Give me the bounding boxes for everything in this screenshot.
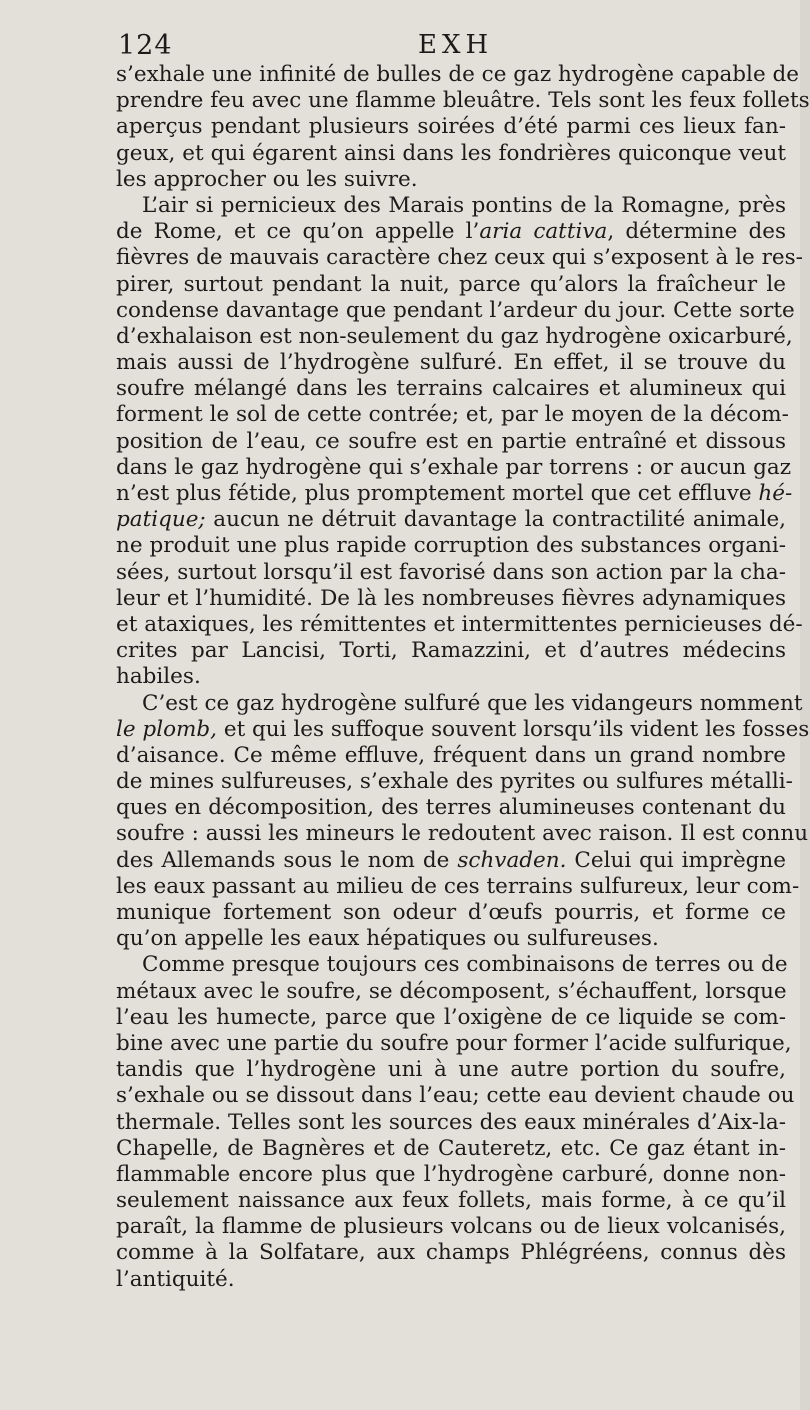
text-line: d’exhalaison est non-seulement du gaz hydrogène oxicarburé, — [116, 323, 793, 349]
text-line: leur et l’humidité. De là les nombreuses fièvres adynamiques — [116, 585, 786, 611]
page-number: 124 — [118, 30, 173, 61]
text-line: patique; aucun ne détruit davantage la contractilité animale, — [116, 507, 786, 533]
text-line: condense davantage que pendant l’ardeur du jour. Cette sorte — [116, 297, 795, 323]
text-line: geux, et qui égarent ainsi dans les fondrières quiconque veut — [116, 140, 786, 166]
text-line: thermale. Telles sont les sources des eaux minérales d’Aix-la- — [116, 1109, 786, 1135]
text-line: des Allemands sous le nom de schvaden. Celui qui imprègne — [116, 847, 786, 873]
running-head — [118, 30, 786, 64]
text-line: seulement naissance aux feux follets, mais forme, à ce qu’il — [116, 1188, 786, 1214]
text-line: les eaux passant au milieu de ces terrains sulfureux, leur com- — [116, 873, 800, 899]
paragraph-3 — [116, 690, 810, 953]
text-line: C’est ce gaz hydrogène sulfuré que les vidangeurs nomment — [142, 690, 803, 716]
text-line: crites par Lancisi, Torti, Ramazzini, et d’autres médecins — [116, 638, 786, 664]
text-line: de Rome, et ce qu’on appelle l’aria cattiva, détermine des — [116, 219, 787, 245]
text-line: d’aisance. Ce même effluve, fréquent dans un grand nombre — [116, 742, 786, 768]
text-line: ques en décomposition, des terres alumineuses contenant du — [116, 795, 786, 821]
text-line: s’exhale une infinité de bulles de ce gaz hydrogène capable de — [116, 62, 799, 87]
paragraph-2 — [116, 192, 803, 691]
text-line: n’est plus fétide, plus promptement mortel que cet effluve hé- — [116, 481, 793, 506]
text-line: dans le gaz hydrogène qui s’exhale par torrens : or aucun gaz — [116, 454, 792, 480]
text-line: position de l’eau, ce soufre est en partie entraîné et dissous — [116, 428, 786, 454]
text-line: l’eau les humecte, parce que l’oxigène de ce liquide se com- — [116, 1004, 786, 1030]
text-line: métaux avec le soufre, se décomposent, s’échauffent, lorsque — [116, 978, 787, 1004]
text-line: L’air si pernicieux des Marais pontins de la Romagne, près — [142, 192, 786, 218]
text-line: le plomb, et qui les suffoque souvent lorsqu’ils vident les fosses — [116, 716, 810, 742]
text-line: munique fortement son odeur d’œufs pourris, et forme ce — [116, 900, 786, 925]
text-line: fièvres de mauvais caractère chez ceux qui s’exposent à le res- — [116, 245, 803, 271]
text-line: mais aussi de l’hydrogène sulfuré. En effet, il se trouve du — [116, 350, 786, 376]
text-line: pirer, surtout pendant la nuit, parce qu’alors la fraîcheur le — [116, 271, 786, 297]
text-line: forment le sol de cette contrée; et, par le moyen de la décom- — [116, 402, 789, 428]
text-line: s’exhale ou se dissout dans l’eau; cette eau devient chaude ou — [116, 1083, 795, 1109]
text-line: et ataxiques, les rémittentes et intermittentes pernicieuses dé- — [116, 611, 803, 637]
text-line: flammable encore plus que l’hydrogène carburé, donne non- — [116, 1161, 786, 1187]
text-line: qu’on appelle les eaux hépatiques ou sulfureuses. — [116, 926, 659, 952]
text-line: habiles. — [116, 664, 201, 690]
paragraph-4 — [116, 952, 795, 1292]
text-line: paraît, la flamme de plusieurs volcans ou de lieux volcanisés, — [116, 1214, 786, 1240]
text-line: sées, surtout lorsqu’il est favorisé dans son action par la cha- — [116, 559, 786, 585]
paragraph-1 — [116, 62, 810, 193]
body-text — [116, 62, 810, 1293]
text-line: Comme presque toujours ces combinaisons de terres ou de — [142, 952, 788, 978]
text-line: tandis que l’hydrogène uni à une autre portion du soufre, — [116, 1057, 786, 1083]
text-line: prendre feu avec une flamme bleuâtre. Tels sont les feux follets — [116, 88, 810, 114]
header-title: EXH — [418, 30, 494, 60]
text-line: aperçus pendant plusieurs soirées d’été parmi ces lieux fan- — [116, 114, 786, 140]
text-line: de mines sulfureuses, s’exhale des pyrites ou sulfures métalli- — [116, 769, 793, 795]
text-line: Chapelle, de Bagnères et de Cauteretz, etc. Ce gaz étant in- — [116, 1135, 786, 1161]
text-line: les approcher ou les suivre. — [116, 166, 418, 192]
text-line: l’antiquité. — [116, 1266, 235, 1292]
text-line: bine avec une partie du soufre pour former l’acide sulfurique, — [116, 1030, 792, 1056]
text-line: soufre mélangé dans les terrains calcaires et alumineux qui — [116, 376, 786, 402]
text-line: soufre : aussi les mineurs le redoutent avec raison. Il est connu — [116, 821, 809, 847]
text-line: comme à la Solfatare, aux champs Phlégréens, connus dès — [116, 1240, 786, 1266]
text-line: ne produit une plus rapide corruption des substances organi- — [116, 533, 786, 559]
